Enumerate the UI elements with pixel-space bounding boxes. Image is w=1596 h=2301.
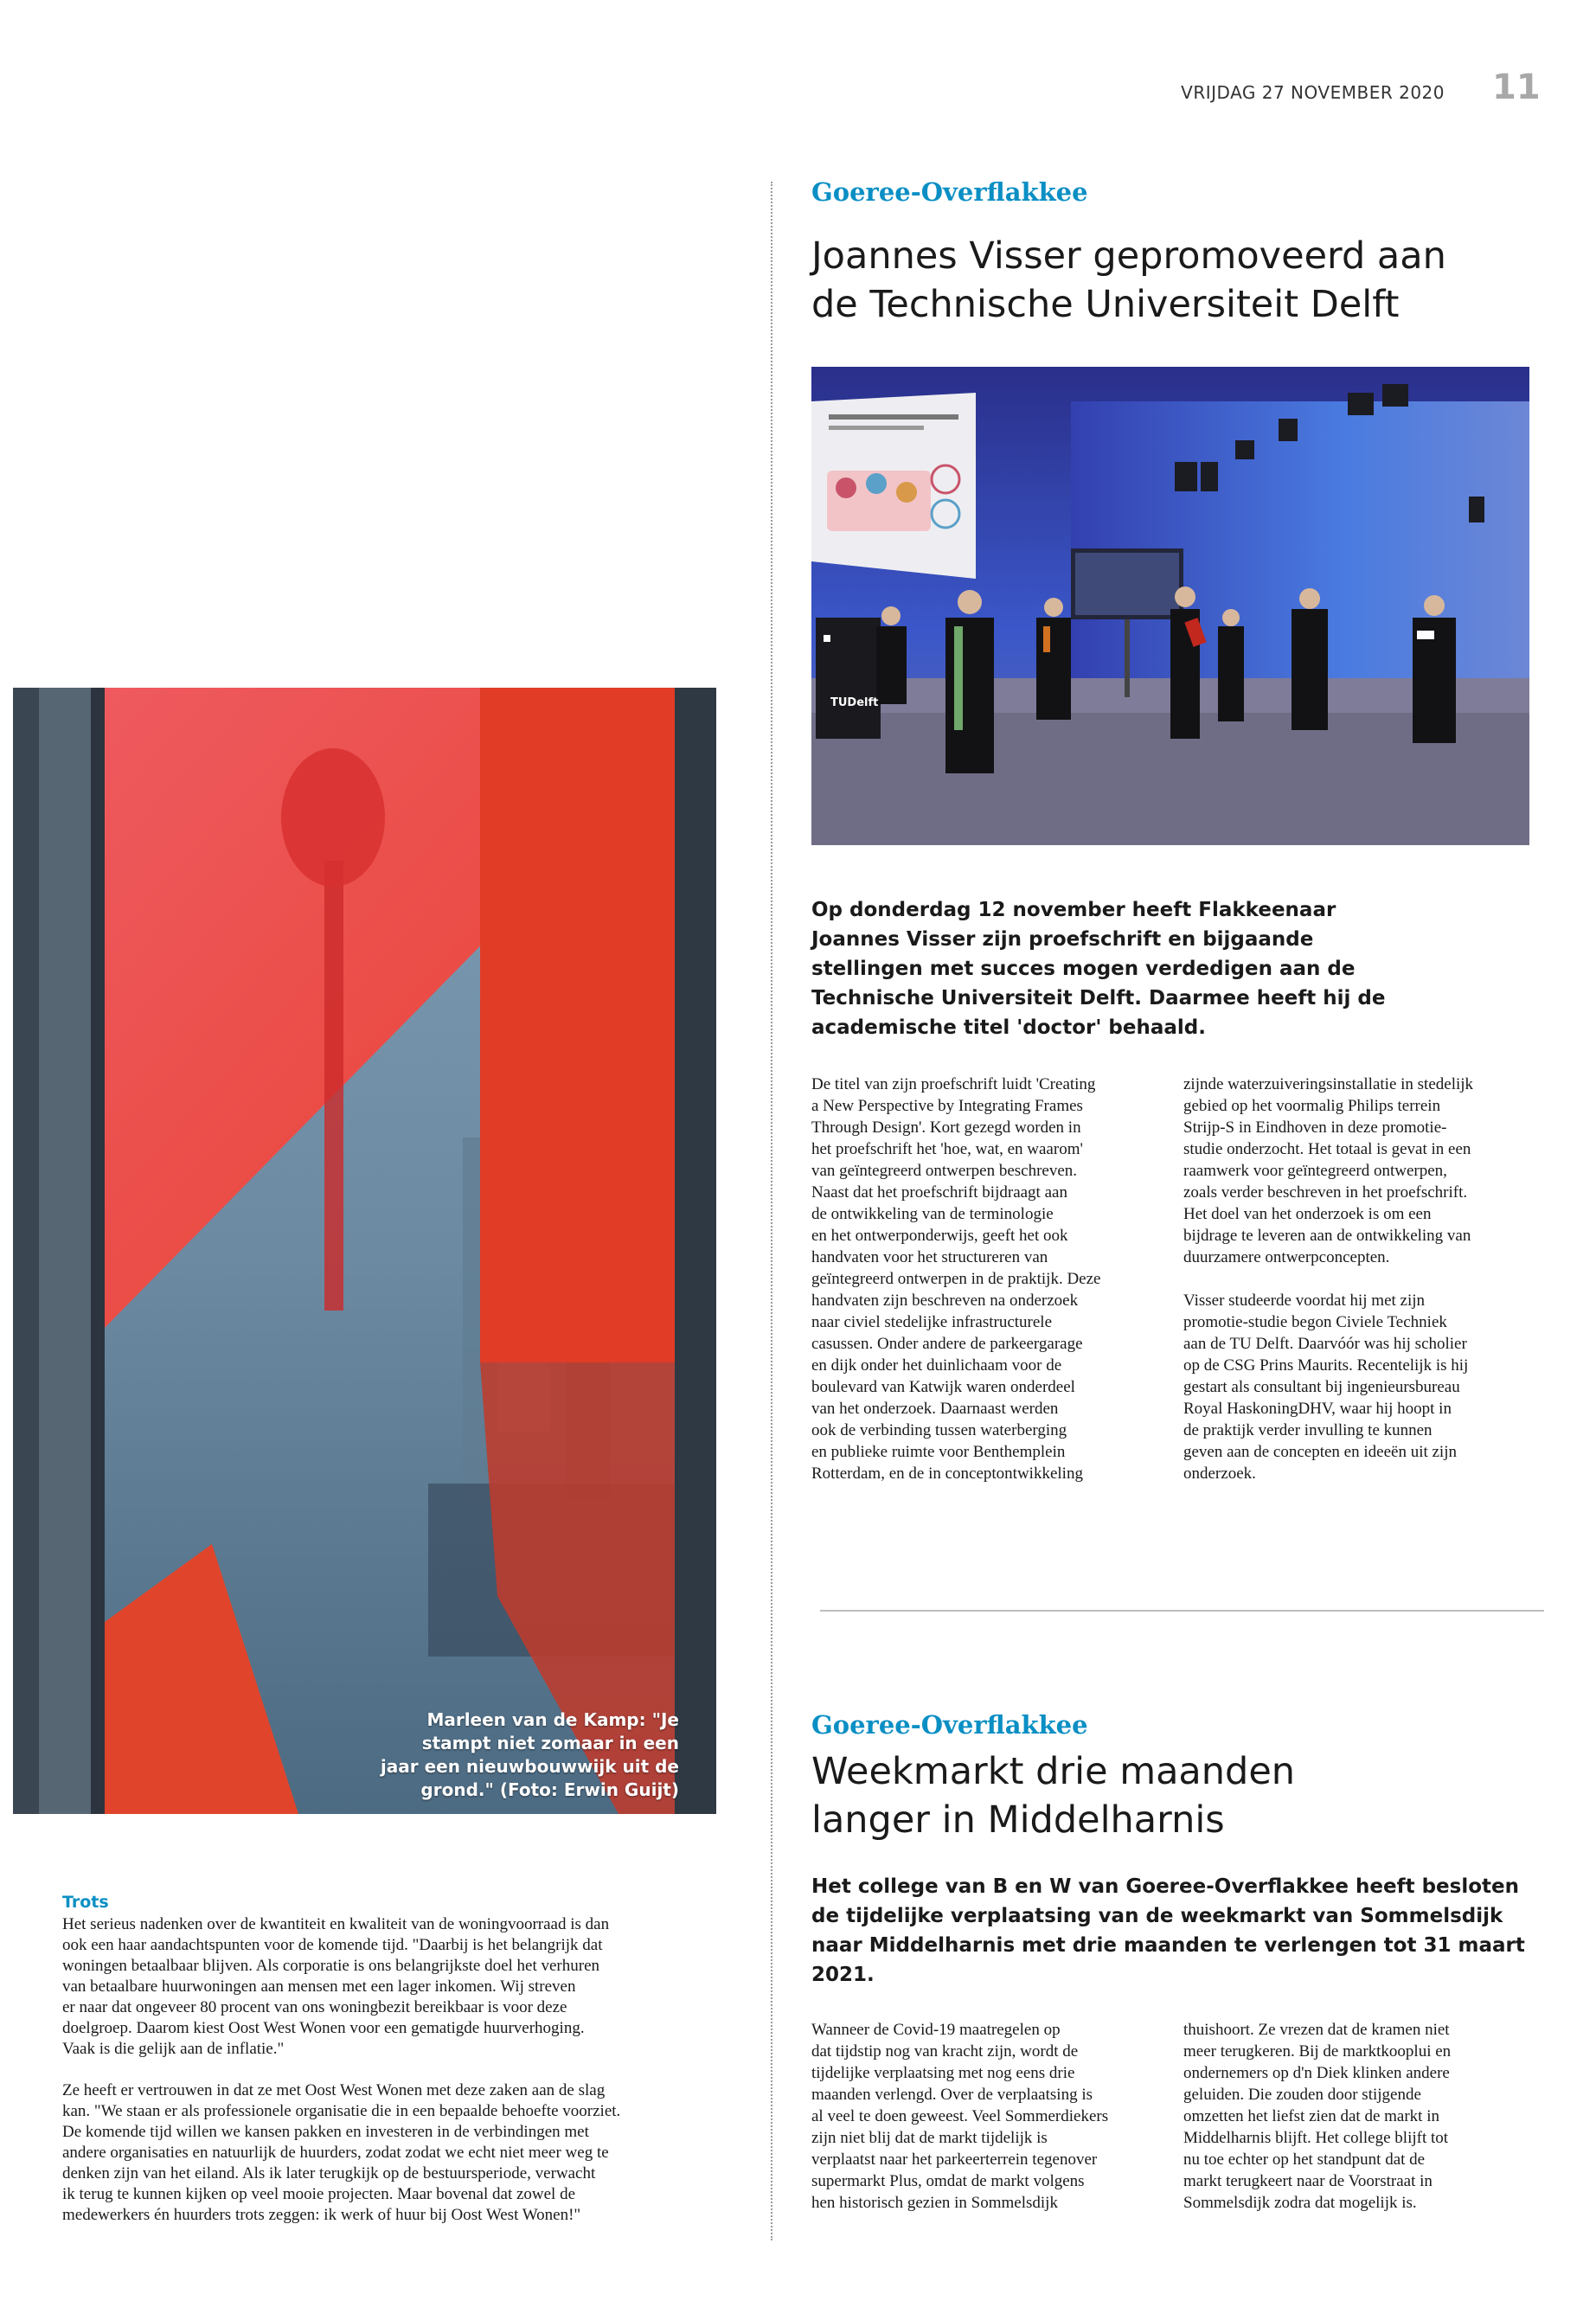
article1-lead: Op donderdag 12 november heeft Flakkeenaar Joannes Visser zijn proefschrift en bijgaande stellingen met succes mogen verdedigen aan de Technische Universiteit Delft. Daarmee heeft hij de academische titel 'doctor' behaald. xyxy=(811,899,1386,1039)
article1-col2-paragraph-2: Visser studeerde voordat hij met zijn promotie-studie begon Civiele Techniek aan de TU Delft. Daarvóór was hij scholier op de CSG Prins Maurits. Recentelijk is hij gestart als consultant bij ingenieursbureau Royal HaskoningDHV, waar hij hoopt in de praktijk verder invulling te kunnen geven aan de concepten en ideeën uit zijn onderzoek. xyxy=(1183,1292,1469,1483)
article1-photo xyxy=(811,367,1529,845)
article2-lead: Het college van B en W van Goeree-Overflakkee heeft besloten de tijdelijke verplaatsing van de weekmarkt van Sommelsdijk naar Middelharnis met drie maanden te verlengen tot 31 maart 2021. xyxy=(811,1875,1525,1986)
article2-kicker: Goeree-Overflakkee xyxy=(811,1710,1088,1740)
page-number: 11 xyxy=(1492,67,1541,107)
left-article-body xyxy=(62,1914,746,2247)
article1-column-1 xyxy=(811,1074,1157,1484)
left-paragraph-2: Ze heeft er vertrouwen in dat ze met Oost West Wonen met deze zaken aan de slag kan. "We staan er als professionele organisatie die in een bepaalde behoefte voorziet. De komende tijd willen we kansen pakken en investeren in de verbindingen met andere organisaties en natuurlijk de huurders, zodat zodat we echt niet meer weg te denken zijn van het eiland. Als ik later terugkijk op de bestuursperiode, verwacht ik terug te kunnen kijken op veel mooie projecten. Maar bovenal dat zowel de medewerkers én huurders trots zeggen: ik werk of huur bij Oost West Wonen!" xyxy=(62,2081,621,2224)
tudelft-logo: TUDelft xyxy=(830,696,879,709)
column-divider xyxy=(771,182,772,2240)
article1-column-2 xyxy=(1183,1074,1547,1484)
article2-column-1 xyxy=(811,2019,1157,2214)
article2-column-2 xyxy=(1183,2019,1547,2214)
article2-col2-paragraph: thuishoort. Ze vrezen dat de kramen niet meer terugkeren. Bij de marktkooplui en ondernemers op d'n Diek klinken andere geluiden. Die zouden door stijgende omzetten het liefst zien dat de markt in Middelharnis blijft. Het college blijft tot nu toe echter op het standpunt dat de markt terugkeert naar de Voorstraat in Sommelsdijk zodra dat mogelijk is. xyxy=(1183,2021,1452,2212)
article1-kicker: Goeree-Overflakkee xyxy=(811,177,1088,207)
article-separator xyxy=(820,1610,1544,1612)
left-subhead: Trots xyxy=(62,1893,109,1912)
article1-col1-paragraph: De titel van zijn proefschrift luidt 'Creating a New Perspective by Integrating Frames Through Design'. Kort gezegd worden in het proefschrift het 'hoe, wat, en waarom' van geïntegreerd ontwerpen beschreven. Naast dat het proefschrift bijdraagt aan de ontwikkeling van de terminologie en het ontwerponderwijs, geeft het ook handvaten voor het structureren van geïntegreerd ontwerpen in de praktijk. Deze handvaten zijn beschreven na onderzoek naar civiel stedelijke infrastructurele casussen. Onder andere de parkeergarage en dijk onder het duinlichaam voor de boulevard van Katwijk waren onderdeel van het onderzoek. Daarnaast werden ook de verbinding tussen waterberging en publieke ruimte voor Benthemplein Rotterdam, en de in conceptontwikkeling xyxy=(811,1075,1101,1483)
left-article-photo xyxy=(13,688,716,1814)
article2-col1-paragraph: Wanneer de Covid-19 maatregelen op dat tijdstip nog van kracht zijn, wordt de tijdelijke verplaatsing met nog eens drie maanden verlengd. Over de verplaatsing is al veel te doen geweest. Veel Sommerdiekers zijn niet blij dat de markt tijdelijk is verplaatst naar het parkeerterrein tegenover supermarkt Plus, omdat de markt volgens hen historisch gezien in Sommelsdijk xyxy=(811,2021,1109,2212)
article2-headline: Weekmarkt drie maanden langer in Middelharnis xyxy=(811,1750,1296,1842)
left-photo-caption: Marleen van de Kamp: "Je stampt niet zomaar in een jaar een nieuwbouwwijk uit de grond." (Foto: Erwin Guijt) xyxy=(380,1709,679,1800)
issue-date: VRIJDAG 27 NOVEMBER 2020 xyxy=(1181,82,1445,103)
left-paragraph-1: Het serieus nadenken over de kwantiteit en kwaliteit van de woningvoorraad is dan ook een haar aandachtspunten voor de komende tijd. "Daarbij is het belangrijk dat woningen betaalbaar blijven. Als corporatie is ons belangrijkste doel het verhuren van betaalbare huurwoningen aan mensen met een lager inkomen. Wij streven er naar dat ongeveer 80 procent van ons woningbezit bereikbaar is voor deze doelgroep. Daarom kiest Oost West Wonen voor een gematigde huurverhoging. Vaak is die gelijk aan de inflatie." xyxy=(62,1915,610,2058)
article1-headline: Joannes Visser gepromoveerd aan de Technische Universiteit Delft xyxy=(811,234,1446,326)
article1-col2-paragraph-1: zijnde waterzuiveringsinstallatie in stedelijk gebied op het voormalig Philips terrein Strijp-S in Eindhoven in deze promotie- studie onderzocht. Het totaal is gevat in een raamwerk voor geïntegreerd ontwerpen, zoals verder beschreven in het proefschrift. Het doel van het onderzoek is om een bijdrage te leveren aan de ontwikkeling van duurzamere ontwerpconcepten. xyxy=(1183,1075,1474,1266)
